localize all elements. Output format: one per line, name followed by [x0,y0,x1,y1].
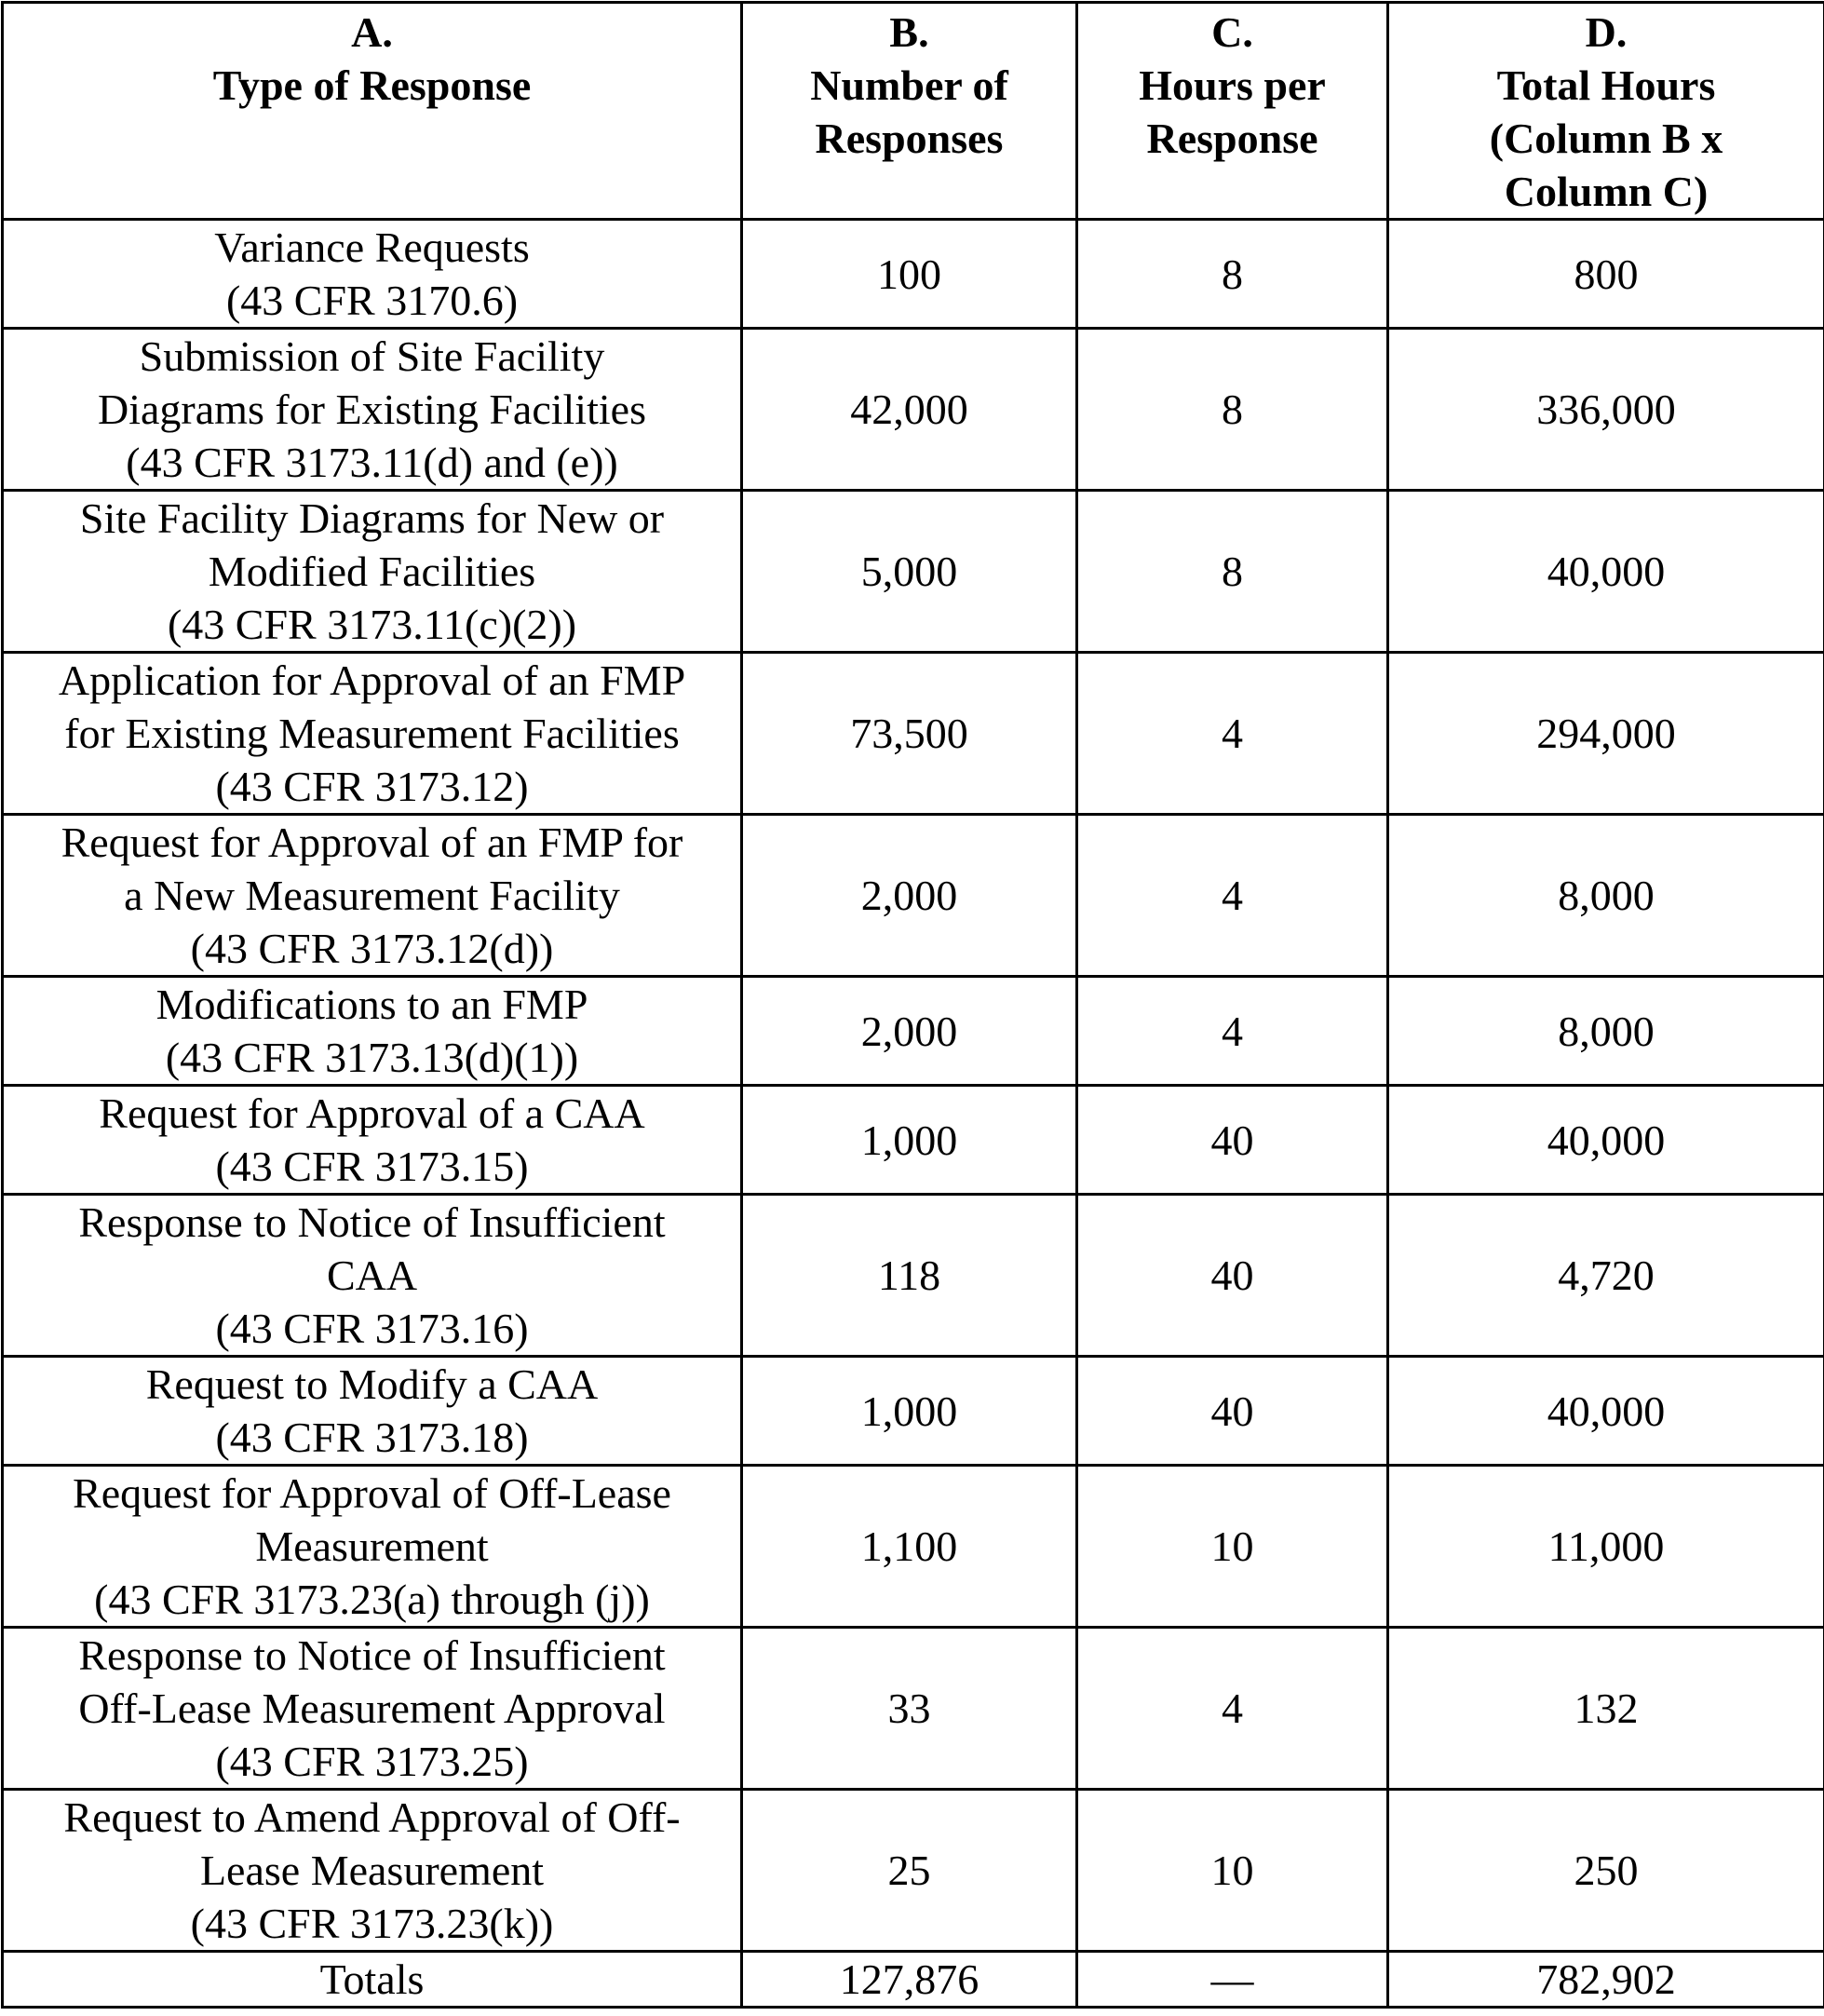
responses-cell: 2,000 [742,815,1077,977]
responses-cell: 33 [742,1628,1077,1790]
hours-cell: 4 [1077,815,1388,977]
type-cell: Response to Notice of Insufficient CAA (43 CFR 3173.16) [3,1195,742,1357]
type-cell: Request to Amend Approval of Off- Lease Measurement (43 CFR 3173.23(k)) [3,1790,742,1952]
table-row [3,1790,1824,1952]
table-row [3,1195,1824,1357]
type-cell: Request for Approval of Off-Lease Measurement (43 CFR 3173.23(a) through (j)) [3,1466,742,1628]
header-row [3,3,1824,220]
hours-cell: 8 [1077,491,1388,653]
header-number-of-responses: B. Number of Responses [742,3,1077,220]
hours-cell: 4 [1077,1628,1388,1790]
burden-table [1,1,1824,2009]
total-cell: 800 [1388,220,1824,329]
totals-label: Totals [3,1952,742,2008]
totals-total: 782,902 [1388,1952,1824,2008]
responses-cell: 1,100 [742,1466,1077,1628]
table-row [3,220,1824,329]
totals-responses: 127,876 [742,1952,1077,2008]
type-cell: Request to Modify a CAA (43 CFR 3173.18) [3,1357,742,1466]
total-cell: 8,000 [1388,815,1824,977]
hours-cell: 4 [1077,653,1388,815]
hours-cell: 40 [1077,1195,1388,1357]
total-cell: 4,720 [1388,1195,1824,1357]
hours-cell: 8 [1077,329,1388,491]
hours-cell: 10 [1077,1466,1388,1628]
table-row [3,977,1824,1086]
hours-cell: 10 [1077,1790,1388,1952]
total-cell: 40,000 [1388,1357,1824,1466]
total-cell: 40,000 [1388,1086,1824,1195]
table-row [3,329,1824,491]
type-cell: Response to Notice of Insufficient Off-Lease Measurement Approval (43 CFR 3173.25) [3,1628,742,1790]
responses-cell: 25 [742,1790,1077,1952]
hours-cell: 8 [1077,220,1388,329]
type-cell: Modifications to an FMP (43 CFR 3173.13(d)(1)) [3,977,742,1086]
responses-cell: 100 [742,220,1077,329]
hours-cell: 40 [1077,1086,1388,1195]
total-cell: 336,000 [1388,329,1824,491]
responses-cell: 5,000 [742,491,1077,653]
responses-cell: 1,000 [742,1357,1077,1466]
table-row [3,1357,1824,1466]
table-row [3,815,1824,977]
responses-cell: 42,000 [742,329,1077,491]
responses-cell: 118 [742,1195,1077,1357]
table-row [3,1466,1824,1628]
type-cell: Site Facility Diagrams for New or Modified Facilities (43 CFR 3173.11(c)(2)) [3,491,742,653]
total-cell: 40,000 [1388,491,1824,653]
responses-cell: 2,000 [742,977,1077,1086]
table-row [3,653,1824,815]
type-cell: Request for Approval of an FMP for a New Measurement Facility (43 CFR 3173.12(d)) [3,815,742,977]
responses-cell: 1,000 [742,1086,1077,1195]
total-cell: 250 [1388,1790,1824,1952]
total-cell: 11,000 [1388,1466,1824,1628]
table-row [3,491,1824,653]
header-hours-per-response: C. Hours per Response [1077,3,1388,220]
type-cell: Application for Approval of an FMP for Existing Measurement Facilities (43 CFR 3173.12) [3,653,742,815]
responses-cell: 73,500 [742,653,1077,815]
type-cell: Submission of Site Facility Diagrams for Existing Facilities (43 CFR 3173.11(d) and (e)) [3,329,742,491]
table-row [3,1628,1824,1790]
type-cell: Request for Approval of a CAA (43 CFR 3173.15) [3,1086,742,1195]
totals-hours: — [1077,1952,1388,2008]
type-cell: Variance Requests (43 CFR 3170.6) [3,220,742,329]
total-cell: 132 [1388,1628,1824,1790]
header-total-hours: D. Total Hours (Column B x Column C) [1388,3,1824,220]
hours-cell: 40 [1077,1357,1388,1466]
total-cell: 294,000 [1388,653,1824,815]
table-row [3,1086,1824,1195]
header-type-of-response: A. Type of Response [3,3,742,220]
totals-row [3,1952,1824,2008]
hours-cell: 4 [1077,977,1388,1086]
total-cell: 8,000 [1388,977,1824,1086]
